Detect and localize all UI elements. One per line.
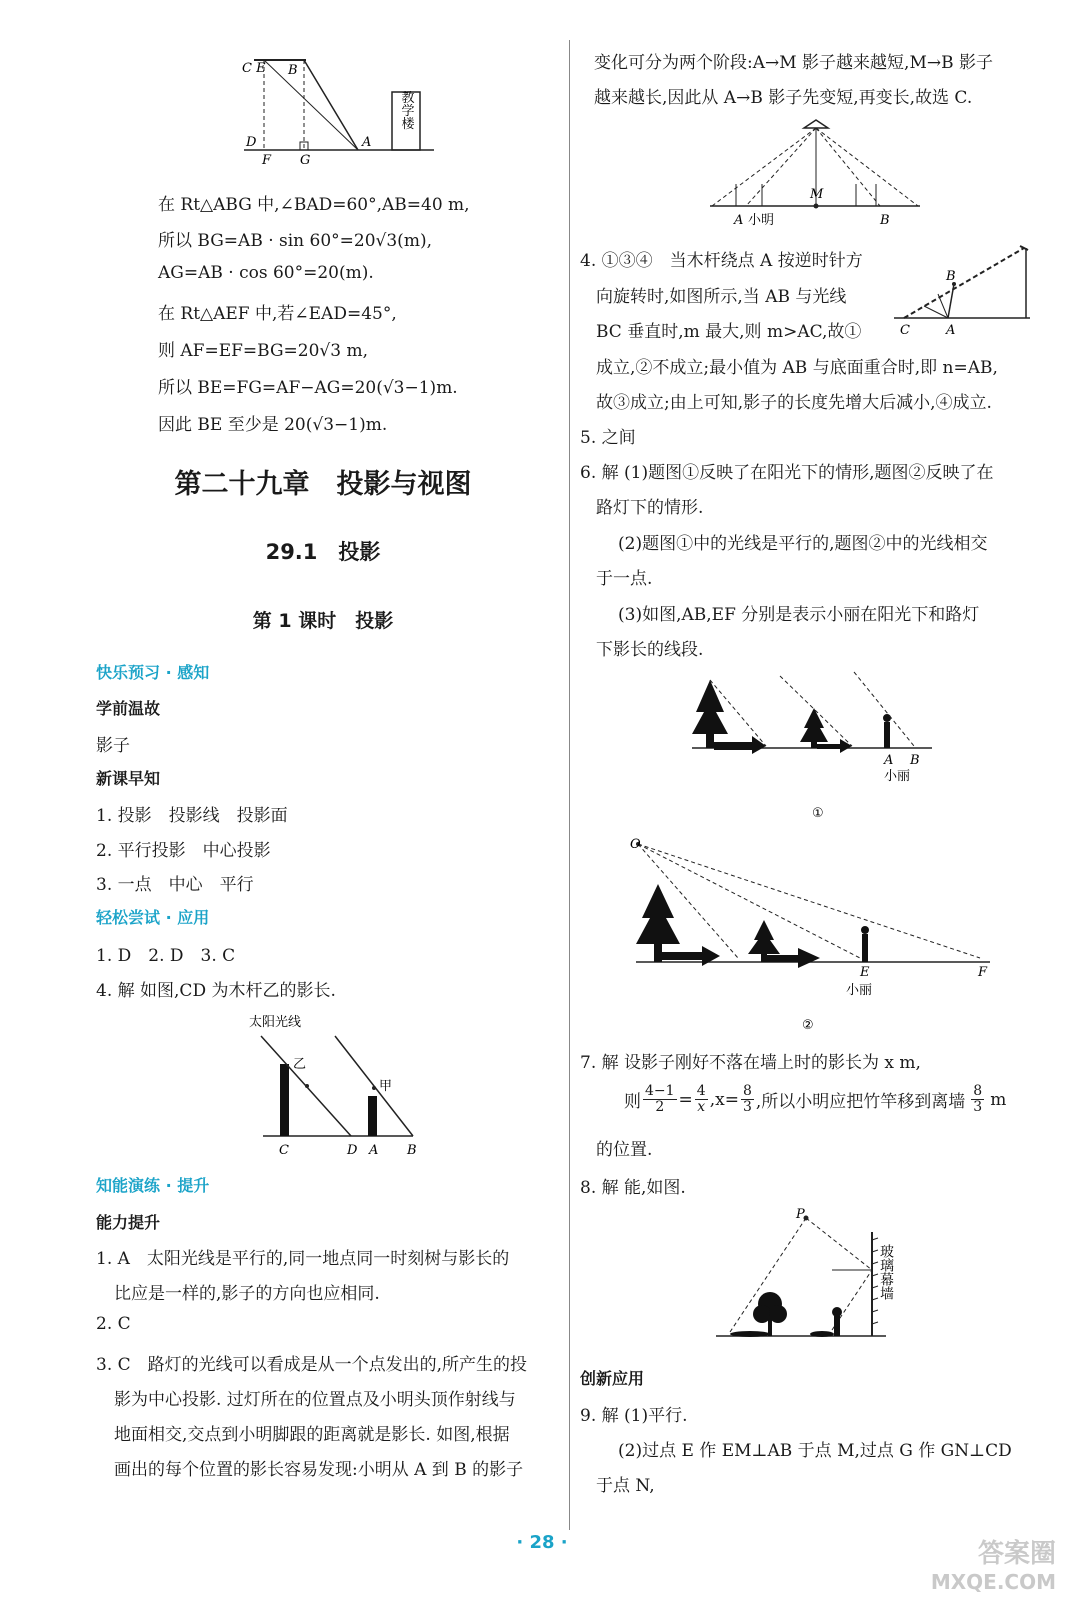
- part-heading: 知能演练 · 提升: [96, 1176, 210, 1195]
- answer-line: 4. 解 如图,CD 为木杆乙的影长.: [96, 981, 336, 1001]
- answer-line: 路灯下的情形.: [596, 498, 704, 518]
- label-yi: 乙: [293, 1057, 307, 1072]
- answer-line: 7. 解 设影子刚好不落在墙上时的影长为 x m,: [580, 1053, 921, 1073]
- answer-line: 2. C: [96, 1314, 131, 1334]
- label-g: G: [300, 153, 311, 168]
- label-ce: C E: [242, 61, 266, 76]
- label-sun: 太阳光线: [249, 1015, 302, 1030]
- label-xiaoli: 小丽: [846, 983, 873, 998]
- text-tail: ,所以小明应把竹竿移到离墙: [755, 1092, 966, 1112]
- answer-line: 故③成立;由上可知,影子的长度先增大后减小,④成立.: [596, 393, 992, 413]
- label-a: A: [362, 135, 372, 150]
- sub-heading: 学前温故: [96, 699, 161, 718]
- calc-line: AG=AB · cos 60°=20(m).: [158, 263, 374, 283]
- column-divider: [569, 40, 570, 1530]
- answer-line: 1. A 太阳光线是平行的,同一地点同一时刻树与影长的: [96, 1249, 510, 1269]
- section-title: 29.1 投影: [265, 540, 381, 564]
- label-jia: 甲: [379, 1079, 393, 1094]
- figure-number: ①: [812, 806, 824, 821]
- sub-heading: 创新应用: [580, 1369, 645, 1388]
- label-wall: 玻璃幕墙: [878, 1244, 894, 1300]
- label-a: A: [946, 323, 956, 338]
- calc-line: 所以 BG=AB · sin 60°=20√3(m),: [158, 231, 432, 251]
- figure-sun-trees: [688, 662, 940, 822]
- label-b: B: [880, 213, 890, 228]
- label-a: A: [369, 1143, 379, 1158]
- answer-line: 地面相交,交点到小明脚跟的距离就是影长. 如图,根据: [114, 1425, 510, 1445]
- answer-line: 的位置.: [596, 1140, 653, 1160]
- answer-line: 成立,②不成立;最小值为 AB 与底面重合时,即 n=AB,: [596, 358, 998, 378]
- label-e: E: [860, 965, 870, 980]
- label-d: D: [347, 1143, 358, 1158]
- answer-line: 下影长的线段.: [596, 640, 704, 660]
- answer-line: BC 垂直时,m 最大,则 m>AC,故①: [596, 322, 862, 342]
- fraction-den: 3: [742, 1099, 752, 1115]
- calc-line: 在 Rt△ABG 中,∠BAD=60°,AB=40 m,: [158, 195, 470, 215]
- label-o: O: [630, 837, 641, 852]
- answer-line: 1. 投影 投影线 投影面: [96, 806, 288, 826]
- fraction: [643, 1084, 677, 1115]
- label-b: B: [946, 269, 956, 284]
- fraction: [971, 1084, 984, 1115]
- figure-pole: [888, 238, 1038, 338]
- answer-line: 比应是一样的,影子的方向也应相同.: [114, 1284, 380, 1304]
- answer-line: 2. 平行投影 中心投影: [96, 841, 271, 861]
- label-c: C: [279, 1143, 289, 1158]
- part-heading: 轻松尝试 · 应用: [96, 908, 210, 927]
- fraction: [695, 1084, 708, 1115]
- answer-line: 3. 一点 中心 平行: [96, 875, 254, 895]
- label-a: A: [884, 753, 894, 768]
- answer-line: 影为中心投影. 过灯所在的位置点及小明头顶作射线与: [114, 1390, 516, 1410]
- text-unit: m: [990, 1089, 1007, 1110]
- answer-line: 越来越长,因此从 A→B 影子先变短,再变长,故选 C.: [594, 88, 973, 108]
- label-building: 教学楼: [398, 90, 414, 130]
- figure-building: [236, 50, 536, 170]
- fraction: [741, 1084, 754, 1115]
- eq-sign: =: [678, 1089, 693, 1110]
- fraction-num: 4: [696, 1083, 706, 1099]
- answer-line: 于一点.: [596, 569, 653, 589]
- fraction-den: 3: [973, 1099, 983, 1115]
- label-p: P: [796, 1207, 805, 1222]
- answer-line: (2)过点 E 作 EM⊥AB 于点 M,过点 G 作 GN⊥CD: [618, 1441, 1012, 1461]
- text-ze: 则: [624, 1092, 641, 1112]
- answer-line: 画出的每个位置的影长容易发现:小明从 A 到 B 的影子: [114, 1460, 524, 1480]
- watermark-line: MXQE.COM: [930, 1570, 1056, 1594]
- label-f: F: [262, 153, 272, 168]
- equation-line: [624, 1084, 1006, 1115]
- watermark-line: 答案圈: [977, 1539, 1056, 1569]
- sub-heading: 能力提升: [96, 1213, 161, 1232]
- answer-line: 向旋转时,如图所示,当 AB 与光线: [596, 287, 847, 307]
- label-a: A: [734, 213, 744, 228]
- lesson-title: 第 1 课时 投影: [252, 610, 394, 632]
- answer-line: 6. 解 (1)题图①反映了在阳光下的情形,题图②反映了在: [580, 463, 994, 483]
- answer-line: 4. ①③④ 当木杆绕点 A 按逆时针方: [580, 251, 863, 271]
- watermark: [931, 1540, 1056, 1596]
- fraction-num: 4−1: [645, 1083, 675, 1099]
- label-b: B: [288, 63, 298, 78]
- label-xiaoli: 小丽: [884, 769, 911, 784]
- label-b: B: [407, 1143, 417, 1158]
- label-c: C: [900, 323, 910, 338]
- figure-number: ②: [802, 1018, 814, 1033]
- part-heading: 快乐预习 · 感知: [96, 663, 210, 682]
- answer-line: 于点 N,: [596, 1476, 655, 1496]
- answer-line: 1. D 2. D 3. C: [96, 946, 236, 966]
- figure-streetlamp: [700, 112, 930, 232]
- answer-line: 8. 解 能,如图.: [580, 1178, 686, 1198]
- calc-line: 则 AF=EF=BG=20√3 m,: [158, 341, 369, 361]
- chapter-title: 第二十九章 投影与视图: [174, 469, 472, 500]
- fraction-den: x: [697, 1099, 706, 1115]
- answer-line: 9. 解 (1)平行.: [580, 1406, 688, 1426]
- answer-line: 变化可分为两个阶段:A→M 影子越来越短,M→B 影子: [594, 53, 994, 73]
- label-b: B: [910, 753, 920, 768]
- answer-line: (2)题图①中的光线是平行的,题图②中的光线相交: [618, 534, 988, 554]
- calc-line: 所以 BE=FG=AF−AG=20(√3−1)m.: [158, 378, 458, 398]
- answer-line: 影子: [96, 736, 130, 756]
- label-m: M: [810, 187, 824, 202]
- fraction-num: 8: [742, 1083, 752, 1099]
- text-x: ,x=: [709, 1089, 739, 1110]
- label-d: D: [246, 135, 257, 150]
- answer-line: 5. 之间: [580, 428, 636, 448]
- sub-heading: 新课早知: [96, 769, 161, 788]
- page-number: · 28 ·: [516, 1532, 568, 1553]
- label-f: F: [978, 965, 988, 980]
- calc-line: 在 Rt△AEF 中,若∠EAD=45°,: [158, 304, 397, 324]
- figure-lamp-trees: [628, 834, 998, 1034]
- figure-sunlight: [243, 1006, 433, 1166]
- answer-line: 3. C 路灯的光线可以看成是从一个点发出的,所产生的投: [96, 1355, 528, 1375]
- fraction-num: 8: [973, 1083, 983, 1099]
- calc-line: 因此 BE 至少是 20(√3−1)m.: [158, 415, 388, 435]
- fraction-den: 2: [655, 1099, 665, 1115]
- label-xiaoming: 小明: [748, 213, 775, 228]
- answer-line: (3)如图,AB,EF 分别是表示小丽在阳光下和路灯: [618, 605, 980, 625]
- figure-glass-wall: [710, 1204, 910, 1344]
